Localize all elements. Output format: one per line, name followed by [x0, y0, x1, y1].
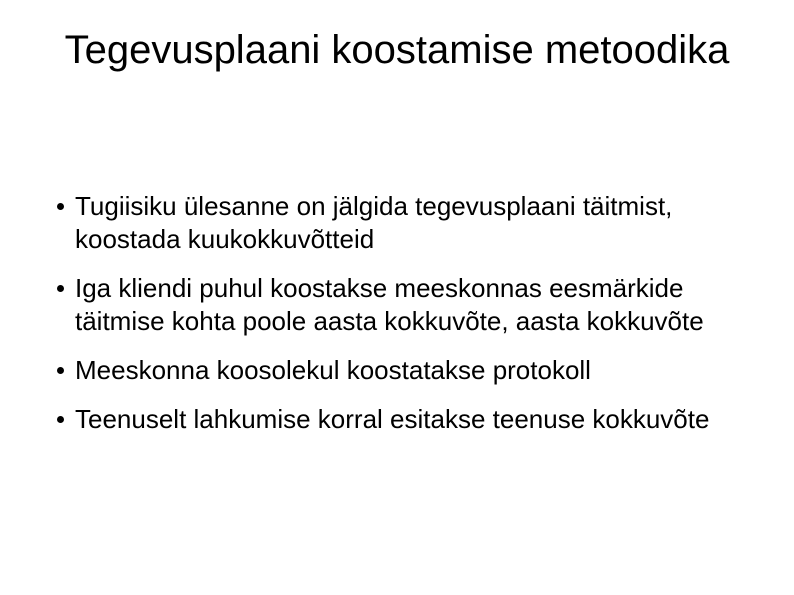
bullet-list [50, 190, 770, 452]
bullet-dot-icon [57, 203, 64, 210]
bullet-dot-icon [57, 416, 64, 423]
bullet-text: Iga kliendi puhul koostakse meeskonnas eesmärkide täitmise kohta poole aasta kokkuvõte, aasta kokkuvõte [75, 273, 704, 336]
bullet-item [50, 190, 770, 256]
bullet-text: Meeskonna koosolekul koostatakse protokoll [75, 355, 591, 385]
bullet-text: Tugiisiku ülesanne on jälgida tegevusplaani täitmist, koostada kuukokkuvõtteid [75, 191, 673, 254]
bullet-item [50, 354, 770, 387]
bullet-item [50, 403, 770, 436]
bullet-text: Teenuselt lahkumise korral esitakse teenuse kokkuvõte [75, 404, 710, 434]
bullet-dot-icon [57, 285, 64, 292]
bullet-dot-icon [57, 367, 64, 374]
slide-title: Tegevusplaani koostamise metoodika [64, 28, 730, 72]
bullet-item [50, 272, 770, 338]
